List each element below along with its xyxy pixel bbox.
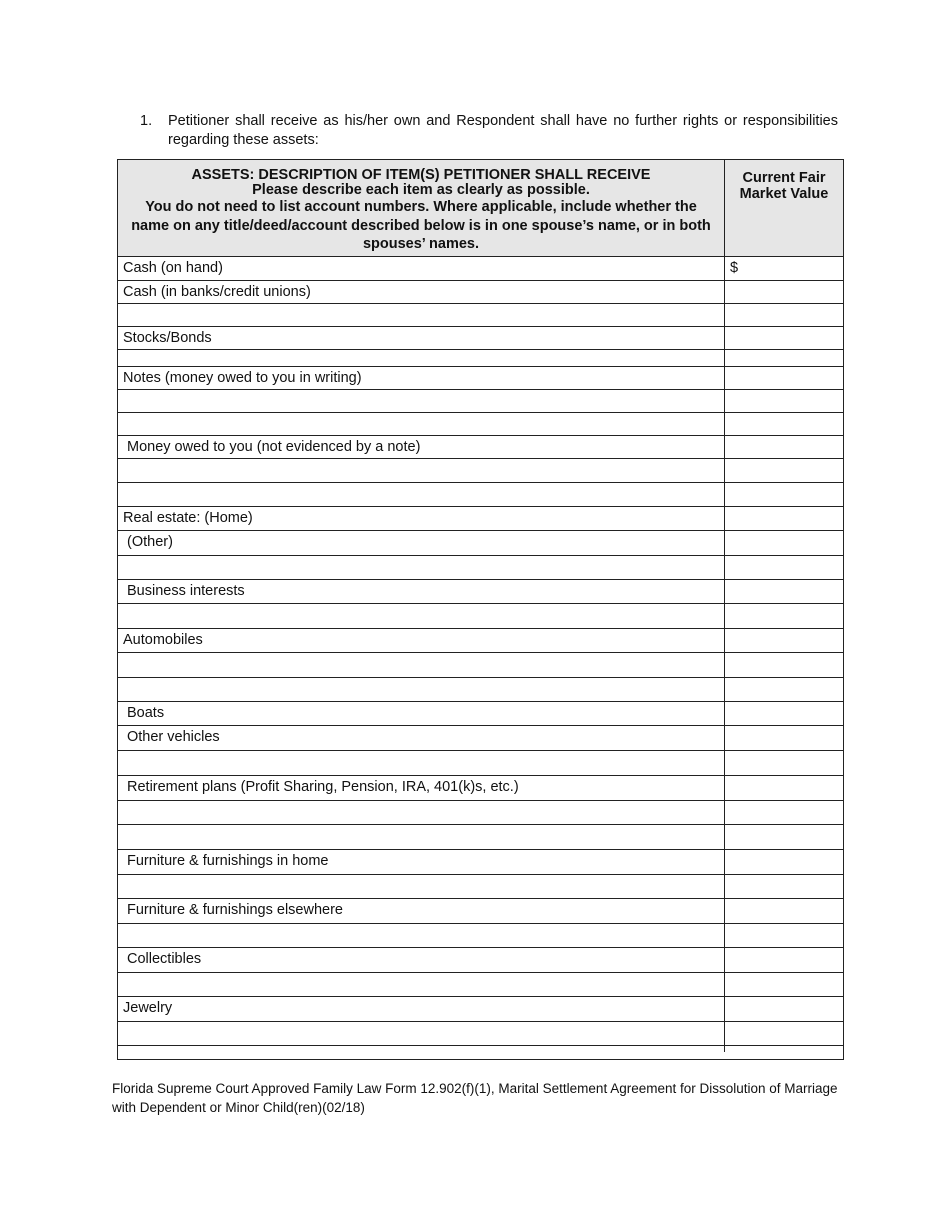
intro-text: Petitioner shall receive as his/her own and Respondent shall have no further rights or responsibilities regarding these assets: [168,113,838,148]
item-description-cell[interactable]: Notes (money owed to you in writing) [118,367,725,389]
table-row [118,556,843,580]
item-description-cell[interactable] [118,390,725,412]
table-row [118,304,843,327]
table-row [118,801,843,825]
table-row [118,678,843,702]
item-description-cell[interactable] [118,350,725,366]
item-number: 1. [140,113,153,129]
table-row [118,973,843,997]
header-title: ASSETS: DESCRIPTION OF ITEM(S) PETITIONER SHALL RECEIVE [191,167,651,183]
market-value-cell[interactable] [725,367,843,389]
market-value-cell[interactable] [725,413,843,435]
item-description-cell[interactable] [118,653,725,677]
market-value-cell[interactable]: $ [730,260,739,276]
item-description-cell[interactable] [118,1022,725,1045]
form-footer: Florida Supreme Court Approved Family Law Form 12.902(f)(1), Marital Settlement Agreement for Dissolution of Marriage with Dependent or Minor Child(ren)(02/18) [112,1081,838,1115]
item-description-cell[interactable] [118,604,725,628]
table-row [118,726,843,751]
table-row [118,1022,843,1046]
table-row [118,257,843,281]
table-row [118,580,843,604]
item-description-cell[interactable] [118,1046,725,1052]
market-value-cell[interactable] [725,1022,843,1045]
item-description-cell[interactable] [118,825,725,849]
market-value-cell[interactable] [725,327,843,349]
table-row [118,531,843,556]
assets-table [117,159,844,1060]
market-value-cell[interactable] [725,281,843,303]
header-subtitle: Please describe each item as clearly as possible. [252,182,590,198]
table-row [118,459,843,483]
market-value-cell[interactable] [725,350,843,366]
table-row [118,507,843,531]
market-value-cell[interactable] [725,580,843,603]
table-row [118,436,843,459]
market-value-cell[interactable] [725,997,843,1021]
market-value-cell[interactable] [725,531,843,555]
market-value-cell[interactable] [725,726,843,750]
item-description-cell[interactable]: Retirement plans (Profit Sharing, Pension, IRA, 401(k)s, etc.) [118,776,725,800]
item-description-cell[interactable]: Other vehicles [118,726,725,750]
market-value-cell[interactable] [725,825,843,849]
market-value-cell[interactable] [725,304,843,326]
table-row [118,604,843,629]
item-description-cell[interactable]: Furniture & furnishings in home [118,850,725,874]
market-value-cell[interactable] [725,556,843,579]
item-description-cell[interactable] [118,459,725,482]
table-row [118,751,843,776]
table-row [118,702,843,726]
description-header [118,160,725,256]
item-description-cell[interactable]: Business interests [118,580,725,603]
table-row [118,483,843,507]
market-value-cell[interactable] [725,850,843,874]
table-row [118,327,843,350]
market-value-cell[interactable] [725,875,843,898]
table-row [118,776,843,801]
market-value-cell[interactable] [725,629,843,652]
item-description-cell[interactable] [118,413,725,435]
table-row [118,281,843,304]
market-value-cell[interactable] [725,948,843,972]
table-body [118,257,843,1052]
table-row [118,948,843,973]
market-value-cell[interactable] [725,776,843,800]
market-value-cell[interactable] [725,1046,843,1052]
market-value-cell[interactable] [725,459,843,482]
table-row [118,653,843,678]
item-description-cell[interactable]: Cash (in banks/credit unions) [118,281,725,303]
table-row [118,850,843,875]
table-row [118,997,843,1022]
intro-paragraph [140,112,838,150]
item-description-cell[interactable]: Boats [118,702,725,725]
item-description-cell[interactable]: Collectibles [118,948,725,972]
item-description-cell[interactable] [118,483,725,506]
table-header [118,160,843,257]
item-description-cell[interactable] [118,556,725,579]
market-value-cell[interactable] [725,801,843,824]
market-value-cell[interactable] [725,604,843,628]
market-value-cell[interactable] [725,924,843,947]
item-description-cell[interactable]: Stocks/Bonds [118,327,725,349]
market-value-cell[interactable] [725,507,843,530]
item-description-cell[interactable] [118,678,725,701]
item-description-cell[interactable] [118,973,725,996]
item-description-cell[interactable] [118,304,725,326]
item-description-cell[interactable] [118,875,725,898]
item-description-cell[interactable] [118,924,725,947]
market-value-cell[interactable] [725,702,843,725]
market-value-cell[interactable] [725,390,843,412]
table-row [118,413,843,436]
market-value-cell[interactable] [725,483,843,506]
table-row [118,825,843,850]
item-description-cell[interactable]: Jewelry [118,997,725,1021]
market-value-cell[interactable] [725,751,843,775]
value-header: Current Fair Market Value [739,170,829,202]
market-value-cell[interactable] [725,899,843,923]
market-value-cell[interactable] [725,436,843,458]
item-description-cell[interactable]: (Other) [118,531,725,555]
table-row [118,350,843,367]
table-row [118,1046,843,1052]
table-row [118,924,843,948]
table-row [118,875,843,899]
market-value-cell[interactable] [725,973,843,996]
table-row [118,390,843,413]
table-row [118,367,843,390]
item-description-cell[interactable]: Money owed to you (not evidenced by a note) [118,436,725,458]
table-row [118,899,843,924]
table-row [118,629,843,653]
header-instructions: You do not need to list account numbers. Where applicable, include whether the name on any title/deed/account described below is in one spouse’s name, or in both spouses’ names. [131,199,711,252]
market-value-cell[interactable] [725,678,843,701]
item-description-cell[interactable] [118,801,725,824]
item-description-cell[interactable]: Automobiles [118,629,725,652]
item-description-cell[interactable]: Cash (on hand) [118,257,725,280]
item-description-cell[interactable]: Furniture & furnishings elsewhere [118,899,725,923]
market-value-cell[interactable] [725,653,843,677]
item-description-cell[interactable] [118,751,725,775]
item-description-cell[interactable]: Real estate: (Home) [118,507,725,530]
